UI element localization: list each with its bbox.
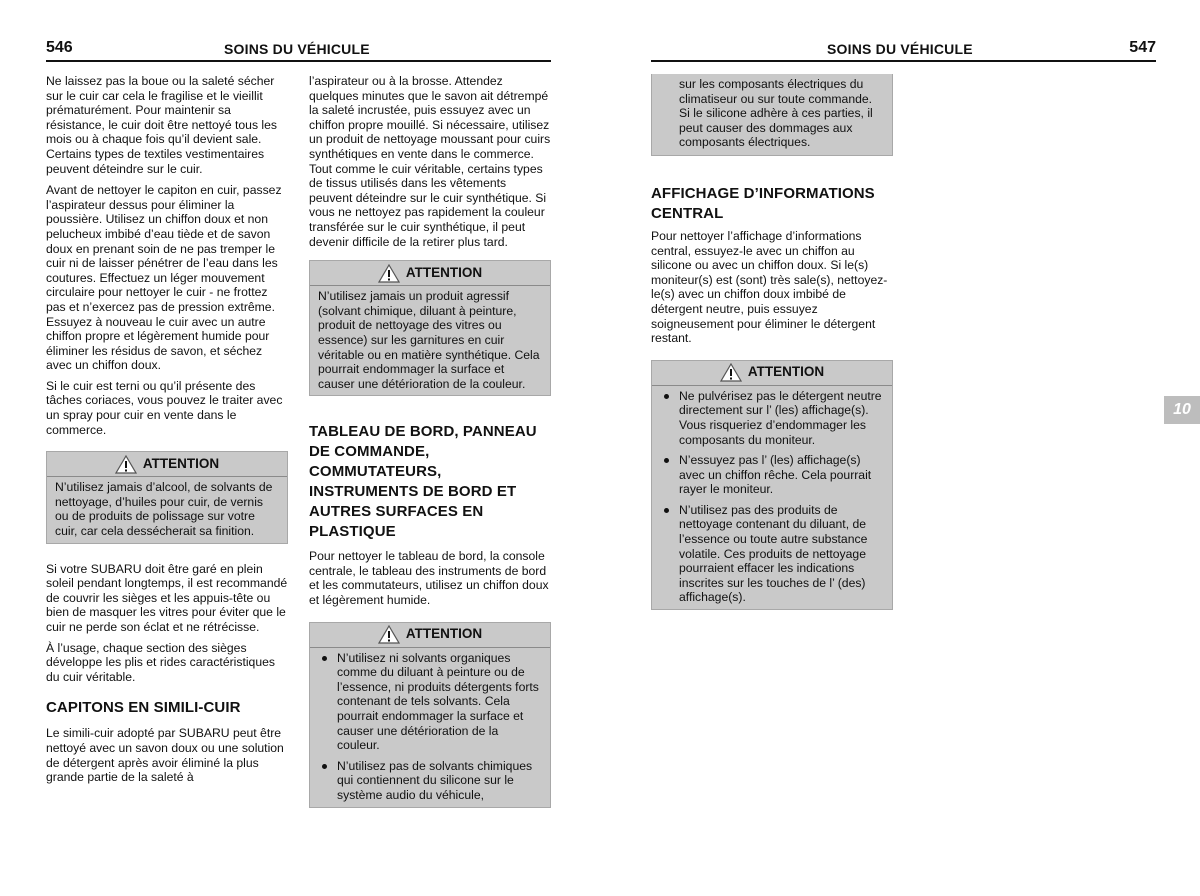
- paragraph: Ne laissez pas la boue ou la saleté sécher sur le cuir car cela le fragilise et le vieillit prématurément. Pour maintenir sa résistance, le cuir doit être nettoyé tous les mois ou à chaque fois qu’il devient sale. Certains types de textiles vestimentaires peuvent déteindre sur le cuir.: [46, 74, 278, 176]
- list-item: N’utilisez ni solvants organiques comme du diluant à peinture ou de l’essence, ni produits détergents forts contenant de tels solvants. Cela pourrait endommager la surface et causer une détérioration de la couleur.: [318, 651, 542, 753]
- chapter-tab: 10: [1164, 396, 1200, 424]
- attention-box: [46, 451, 288, 543]
- section-heading: AFFICHAGE D’INFORMATIONS CENTRAL: [651, 184, 875, 222]
- paragraph: Si le cuir est terni ou qu’il présente des tâches coriaces, vous pouvez le traiter avec un spray pour cuir en vente dans le commerce.: [46, 378, 283, 437]
- attention-title: [652, 361, 892, 386]
- warning-triangle-icon: [378, 264, 400, 283]
- list-item: N’utilisez pas des produits de nettoyage contenant du diluant, de l’essence ou toute autre substance volatile. Ces produits de nettoyage pourraient effacer les indications inscrites sur les touches de l’ (des) affichage(s).: [660, 503, 884, 605]
- attention-box: [651, 360, 893, 610]
- attention-title: [310, 623, 550, 648]
- paragraph: À l’usage, chaque section des sièges développe les plis et rides caractéristiques du cuir véritable.: [46, 640, 275, 684]
- list-item: N’utilisez pas de solvants chimiques qui contiennent du silicone sur le système audio du véhicule,: [318, 759, 542, 803]
- attention-text: N’utilisez jamais d’alcool, de solvants de nettoyage, d’huiles pour cuir, de vernis ou de produits de polissage sur votre cuir, car cela dessécherait sa finition.: [55, 480, 273, 539]
- attention-title: [310, 261, 550, 286]
- left-page-header: [46, 38, 551, 62]
- attention-body: [310, 648, 550, 807]
- warning-triangle-icon: [115, 455, 137, 474]
- section-heading: CAPITONS EN SIMILI-CUIR: [46, 699, 241, 717]
- section-heading: TABLEAU DE BORD, PANNEAU DE COMMANDE, COMMUTATEURS, INSTRUMENTS DE BORD ET AUTRES SURFACES EN PLASTIQUE: [309, 423, 537, 541]
- paragraph: Pour nettoyer l’affichage d’informations central, essuyez-le avec un chiffon au silicone ou avec un chiffon doux. Si le(s) moniteur(s) est (sont) très sale(s), nettoyez-le(s) avec un chiffon doux imbibé de détergent neutre, puis essuyez soigneusement pour éliminer le détergent restant.: [651, 228, 888, 346]
- paragraph: Pour nettoyer le tableau de bord, la console centrale, le tableau des instruments de bord et les commutateurs, utilisez un chiffon doux et légèrement humide.: [309, 549, 549, 608]
- attention-list: [318, 651, 542, 803]
- right-page-number: 547: [1129, 39, 1156, 56]
- list-item: Ne pulvérisez pas le détergent neutre directement sur l’ (les) affichage(s). Vous risqueriez d’endommager les composants du moniteur.: [660, 389, 884, 447]
- attention-label: ATTENTION: [405, 626, 483, 642]
- paragraph: Si votre SUBARU doit être garé en plein soleil pendant longtemps, il est recommandé de couvrir les sièges et les appuis-tête ou bien de masquer les vitres pour éviter que le cuir ne perde son éclat et ne rétrécisse.: [46, 561, 288, 634]
- right-page-header: [651, 38, 1156, 62]
- attention-box: [309, 622, 551, 808]
- paragraph: l’aspirateur ou à la brosse. Attendez quelques minutes que le savon ait détrempé la saleté incrustée, puis essuyez avec un chiffon propre mouillé. Si nécessaire, utilisez un produit de nettoyage moussant pour cuirs synthétiques en vente dans le commerce. Tout comme le cuir véritable, certains types de tissus utilisés dans les vêtements peuvent déteindre sur le cuir synthétique. Si vous ne nettoyez pas rapidement la couleur transférée sur le cuir synthétique, il peut devenir difficile de la retirer plus tard.: [309, 74, 551, 249]
- warning-triangle-icon: [378, 625, 400, 644]
- right-page-column: [651, 74, 893, 610]
- paragraph: Le simili-cuir adopté par SUBARU peut être nettoyé avec un savon doux ou une solution de détergent après avoir éliminé la plus grande partie de la saleté à: [46, 726, 284, 785]
- list-item: N’essuyez pas l’ (les) affichage(s) avec un chiffon rêche. Cela pourrait rayer le moniteur.: [660, 453, 884, 497]
- attention-list: [660, 389, 884, 605]
- attention-label: ATTENTION: [405, 264, 483, 280]
- right-section-title: SOINS DU VÉHICULE: [827, 41, 973, 57]
- warning-triangle-icon: [720, 363, 742, 382]
- attention-continuation: sur les composants électriques du climatiseur ou sur toute commande. Si le silicone adhère à ces parties, il peut causer des dommages aux composants électriques.: [651, 74, 893, 156]
- attention-body: [652, 386, 892, 609]
- left-page-column-1: [46, 74, 288, 791]
- attention-text: N’utilisez jamais un produit agressif (solvant chimique, diluant à peinture, produit de nettoyage des vitres ou essence) sur les garnitures en cuir véritable ou en matière synthétique. Cela pourrait endommager la surface et causer une détérioration de la couleur.: [318, 289, 540, 391]
- attention-box: [309, 260, 551, 396]
- left-section-title: SOINS DU VÉHICULE: [224, 41, 370, 57]
- attention-label: ATTENTION: [747, 364, 825, 380]
- left-page-number: 546: [46, 39, 73, 56]
- paragraph: Avant de nettoyer le capiton en cuir, passez l’aspirateur dessus pour éliminer la poussière. Utilisez un chiffon doux et non pelucheux imbibé d’eau tiède et de savon doux en prenant soin de ne pas tremper le cuir ni de laisser pénétrer de l’eau dans les coutures. Effectuez un léger mouvement circulaire pour nettoyer le cuir - ne frottez pas et n’exercez pas de pression extrême. Essuyez à nouveau le cuir avec un autre chiffon propre et légèrement humide pour éliminer les résidus de savon, et séchez avec un chiffon doux.: [46, 183, 282, 373]
- attention-label: ATTENTION: [142, 455, 220, 471]
- left-page-column-2: [309, 74, 551, 808]
- attention-title: [47, 452, 287, 477]
